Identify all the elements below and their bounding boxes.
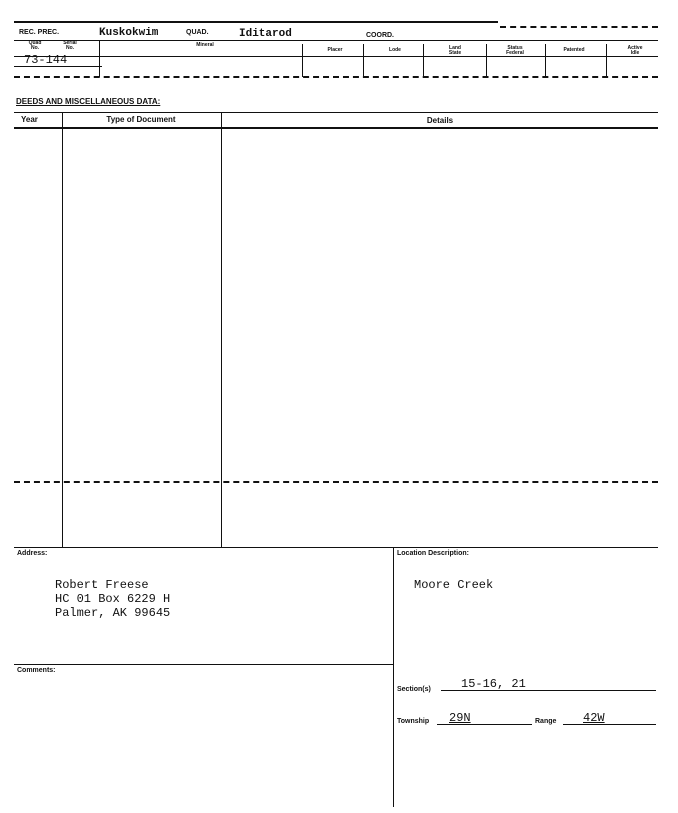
lode-label: Lode	[389, 47, 401, 53]
range-label: Range	[535, 718, 557, 725]
rec-prec-label: REC. PREC.	[19, 29, 60, 36]
location-label: Location Description:	[397, 550, 469, 557]
mineral-label: Mineral	[196, 42, 214, 48]
deeds-mid-dashed	[14, 481, 658, 483]
township-value: 29N	[449, 711, 471, 725]
patented-label: Patented	[563, 47, 585, 53]
deeds-top-line	[14, 112, 658, 113]
deeds-header-line	[14, 127, 658, 129]
header-row-line	[14, 40, 658, 41]
section-value: 15-16, 21	[461, 677, 526, 691]
lower-divider	[393, 547, 394, 807]
active-idle-label: Active Idle	[627, 45, 643, 56]
top-border-dashed	[500, 26, 658, 28]
header-divider-active	[606, 44, 607, 77]
col-details-header: Details	[426, 116, 454, 125]
deeds-title: DEEDS AND MISCELLANEOUS DATA:	[16, 97, 161, 106]
col-type-header: Type of Document	[106, 115, 176, 124]
header-value-underline	[14, 66, 102, 67]
quad-serial-value: 73-144	[24, 53, 68, 67]
range-underline	[563, 724, 656, 725]
township-label: Township	[397, 718, 430, 725]
deeds-bottom-line	[14, 547, 658, 548]
top-border-line	[14, 21, 498, 23]
rec-prec-value: Kuskokwim	[99, 27, 159, 39]
status-federal-label: Status Federal	[506, 45, 524, 56]
address-line2: HC 01 Box 6229 H	[55, 592, 171, 606]
township-underline	[437, 724, 532, 725]
coord-label: COORD.	[366, 32, 394, 39]
header-divider-placer	[302, 44, 303, 77]
land-state-label: Land State	[448, 45, 462, 56]
quad-no-label: Quad No.	[28, 40, 42, 51]
header-divider-land	[423, 44, 424, 77]
header-divider-mineral	[99, 41, 100, 77]
address-line3: Palmer, AK 99645	[55, 606, 171, 620]
range-value: 42W	[583, 711, 605, 725]
header-divider-status	[486, 44, 487, 77]
placer-label: Placer	[327, 47, 343, 53]
col-year-header: Year	[21, 115, 38, 124]
address-line1: Robert Freese	[55, 578, 149, 592]
comments-top-line	[14, 664, 393, 665]
section-underline	[441, 690, 656, 691]
address-label: Address:	[17, 550, 48, 557]
quad-label: QUAD.	[186, 29, 209, 36]
quad-value: Iditarod	[239, 28, 292, 40]
location-value: Moore Creek	[414, 578, 494, 592]
comments-label: Comments:	[17, 667, 56, 674]
header-divider-patented	[545, 44, 546, 77]
serial-no-label: Serial No.	[63, 40, 77, 51]
header-divider-lode	[363, 44, 364, 77]
section-label: Section(s)	[397, 686, 431, 693]
header-bottom-dashed	[14, 76, 658, 78]
header-sub-line	[14, 56, 658, 57]
